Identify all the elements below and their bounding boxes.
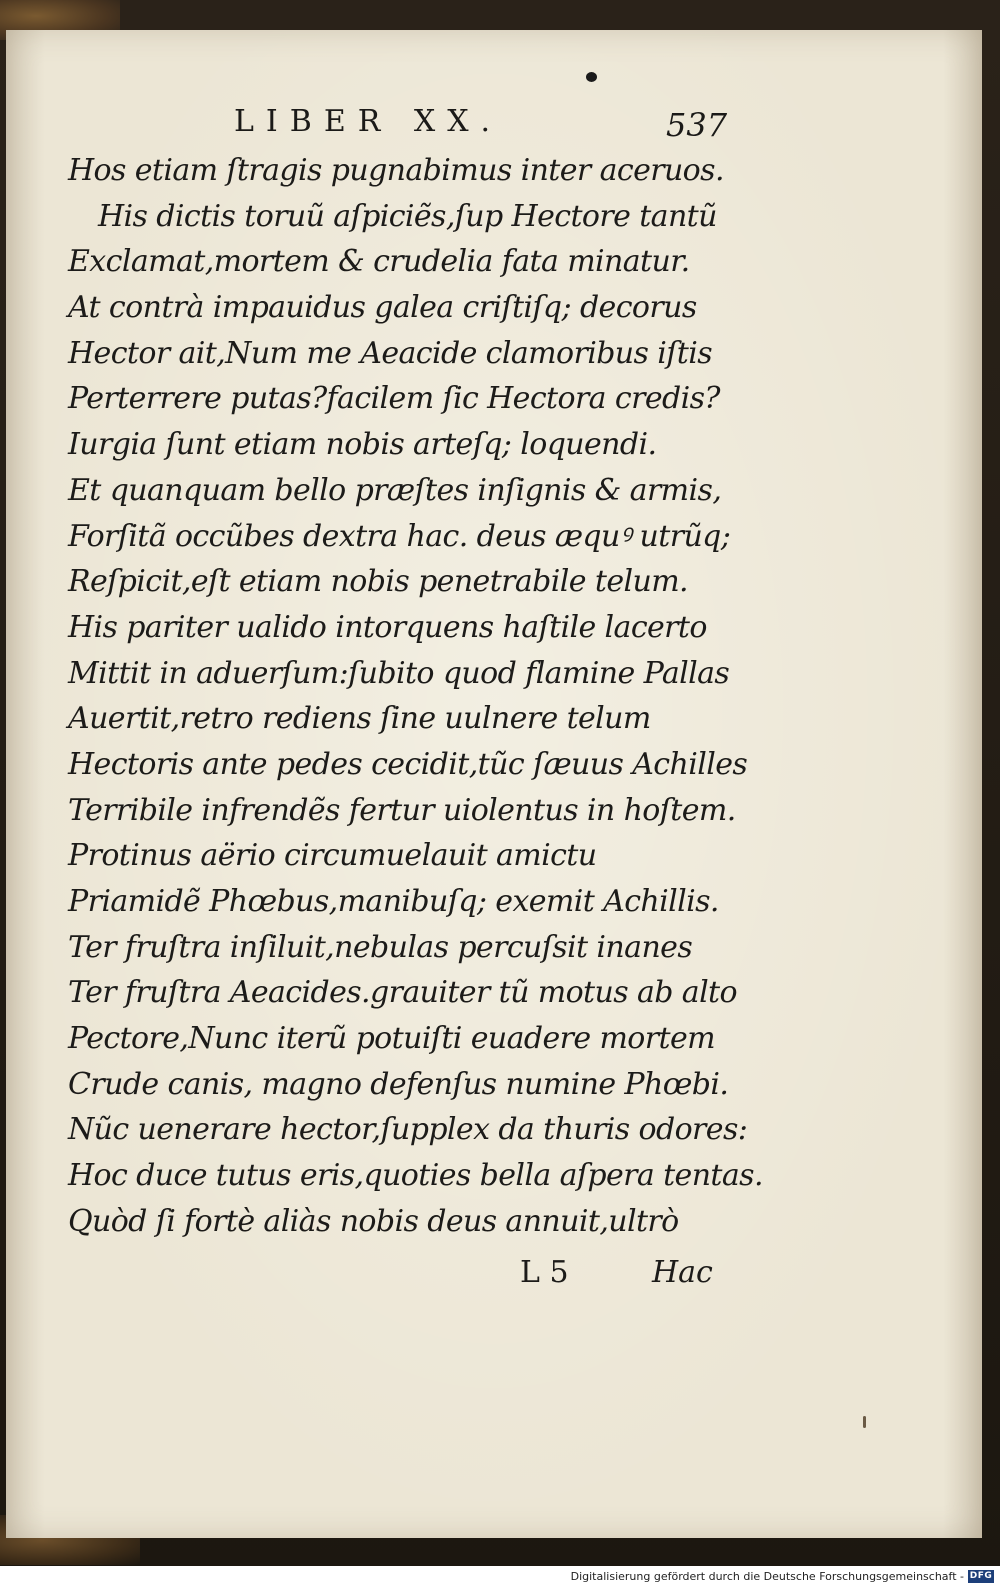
verse-line: Hector ait,Num me Aeacide clamoribus iſtis [68,335,712,371]
verse-line: Hectoris ante pedes cecidit,tũc ſæuus Achilles [68,746,748,782]
verse-line: Crude canis, magno defenſus numine Phœbi. [68,1066,729,1102]
verse-line: Perterrere putas?facilem ſic Hectora credis? [68,381,720,417]
verse-line: Protinus aërio circumuelauit amictu [68,838,597,874]
catchline [506,1255,726,1301]
verse-line: Exclamat,mortem & crudelia fata minatur. [68,244,690,280]
funding-note: Digitalisierung gefördert durch die Deutsche Forschungsgemeinschaft - [570,1570,964,1583]
running-head: LIBER XX. [234,104,503,139]
ink-fleck [863,1416,866,1428]
verse-line: Hos etiam ſtragis pugnabimus inter aceruos. [68,153,724,188]
verse-line: Ter fruſtra inſiluit,nebulas percuſsit inanes [68,929,693,965]
signature-mark: L 5 [520,1255,569,1290]
verse-line: At contrà impauidus galea criſtiſq; decorus [68,290,697,326]
ink-fleck [586,72,597,82]
verse-line: His pariter ualido intorquens haſtile lacerto [68,609,707,645]
verse-line: Terribile infrendẽs fertur uiolentus in hoſtem. [68,792,736,828]
verse-line: Quòd ſi fortè aliàs nobis deus annuit,ultrò [68,1203,679,1239]
verse-line: Auertit,retro rediens ſine uulnere telum [68,701,651,737]
verse-line: Ter fruſtra Aeacides.grauiter tũ motus ab alto [68,975,737,1011]
verse-line: Priamidẽ Phœbus,manibuſq; exemit Achillis. [68,884,719,919]
verse-line: Forſitã occũbes dextra hac. deus æquꝰ utrũq; [68,518,731,554]
verse-line: Reſpicit,eſt etiam nobis penetrabile telum. [68,564,688,600]
verse-line: Nũc uenerare hector,ſupplex da thuris odores: [68,1112,748,1148]
verse-line: Et quanquam bello præſtes inſignis & armis, [68,472,722,508]
verse-line: Mittit in aduerſum:ſubito quod flamine Pallas [68,655,730,691]
catchword: Hac [652,1255,713,1290]
book-page [6,30,982,1538]
verse-text [68,148,768,1245]
dfg-logo: DFG [969,1571,993,1581]
verse-line: Pectore,Nunc iterũ potuiſti euadere mortem [68,1021,715,1057]
verse-line: Hoc duce tutus eris,quoties bella aſpera tentas. [68,1158,763,1194]
page-number: 537 [666,106,728,144]
digitization-footer [0,1566,1000,1588]
verse-line: Iurgia ſunt etiam nobis arteſq; loquendi. [68,427,657,463]
verse-line: His dictis toruũ aſpiciẽs,ſup Hectore tantũ [98,198,717,234]
